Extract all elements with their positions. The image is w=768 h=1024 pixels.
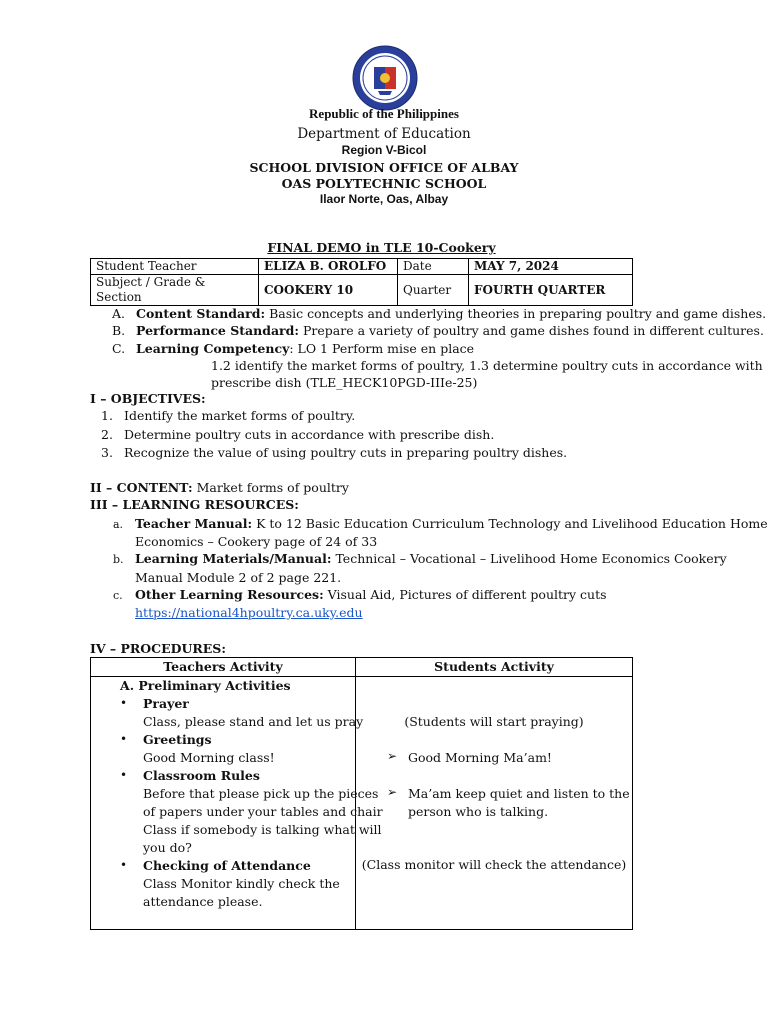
bullet-icon: • [120, 732, 128, 746]
region-heading: Region V-Bicol [341, 143, 427, 157]
arrow-bullet-icon: ➢ [387, 749, 398, 763]
attendance-line-2: attendance please. [143, 894, 263, 909]
bullet-icon: • [120, 768, 128, 782]
objective-item: 1. Identify the market forms of poultry. [101, 408, 356, 423]
label-student-teacher: Student Teacher [91, 259, 259, 275]
procedures-heading: IV – PROCEDURES: [90, 641, 226, 656]
republic-heading: Republic of the Philippines [309, 106, 459, 121]
greetings-text: Good Morning class! [143, 750, 275, 765]
table-row [91, 275, 633, 306]
school-heading: OAS POLYTECHNIC SCHOOL [281, 176, 487, 191]
arrow-bullet-icon: ➢ [387, 785, 398, 799]
rules-line-2: of papers under your tables and chair [143, 804, 383, 819]
prayer-text: Class, please stand and let us pray [143, 714, 364, 729]
content-standard: A. Content Standard: Basic concepts and underlying theories in preparing poultry and game dishes. [112, 306, 767, 321]
deped-seal-icon [352, 45, 418, 111]
students-activity-header: Students Activity [434, 659, 554, 674]
content-section: II – CONTENT: Market forms of poultry [90, 480, 349, 495]
students-attendance: (Class monitor will check the attendance) [361, 857, 627, 872]
rules-line-3: Class if somebody is talking what will [143, 822, 382, 837]
info-table [90, 258, 633, 306]
competency-line-3: prescribe dish (TLE_HECK10PGD-IIIe-25) [211, 375, 478, 390]
resource-teacher-manual-line-2: Economics – Cookery page of 24 of 33 [135, 534, 378, 549]
bullet-icon: • [120, 696, 128, 710]
rules-line-1: Before that please pick up the pieces [143, 786, 379, 801]
objectives-heading: I – OBJECTIVES: [90, 391, 206, 406]
value-student-teacher: ELIZA B. OROLFO [259, 259, 398, 275]
students-rules-line-2: person who is talking. [408, 804, 549, 819]
competency-line-2: 1.2 identify the market forms of poultry, 1.3 determine poultry cuts in accordance with [211, 358, 763, 373]
resource-learning-materials-line-2: Manual Module 2 of 2 page 221. [135, 570, 342, 585]
procedures-table [90, 657, 633, 930]
value-subject: COOKERY 10 [259, 275, 398, 306]
resource-learning-materials: b. Learning Materials/Manual: Technical – Vocational – Livelihood Home Economics Cookery [113, 551, 727, 566]
label-date: Date [398, 259, 469, 275]
objective-item: 2. Determine poultry cuts in accordance with prescribe dish. [101, 427, 495, 442]
value-quarter: FOURTH QUARTER [469, 275, 633, 306]
students-rules-line-1: Ma’am keep quiet and listen to the [408, 786, 630, 801]
learning-competency: C. Learning Competency: LO 1 Perform mise en place [112, 341, 475, 356]
teachers-activity-header: Teachers Activity [163, 659, 283, 674]
address-heading: Ilaor Norte, Oas, Albay [319, 192, 449, 206]
attendance-label: Checking of Attendance [143, 858, 311, 873]
greetings-label: Greetings [143, 732, 212, 747]
resources-heading: III – LEARNING RESOURCES: [90, 497, 299, 512]
prayer-label: Prayer [143, 696, 189, 711]
label-subject: Subject / Grade & Section [91, 275, 259, 306]
resource-link[interactable]: https://national4hpoultry.ca.uky.edu [135, 605, 363, 620]
students-prayer: (Students will start praying) [404, 714, 584, 729]
rules-line-4: you do? [143, 840, 192, 855]
division-heading: SCHOOL DIVISION OFFICE OF ALBAY [249, 160, 519, 175]
rules-label: Classroom Rules [143, 768, 260, 783]
bullet-icon: • [120, 858, 128, 872]
preliminary-activities: A. Preliminary Activities [120, 678, 291, 693]
performance-standard: B. Performance Standard: Prepare a variety of poultry and game dishes found in different cultures. [112, 323, 764, 338]
resource-teacher-manual: a. Teacher Manual: K to 12 Basic Education Curriculum Technology and Livelihood Education Home [113, 516, 768, 531]
table-row [91, 259, 633, 275]
students-greeting: Good Morning Ma’am! [408, 750, 552, 765]
resource-other: c. Other Learning Resources: Visual Aid, Pictures of different poultry cuts [113, 587, 607, 602]
document-title: FINAL DEMO in TLE 10-Cookery [267, 240, 496, 255]
attendance-line-1: Class Monitor kindly check the [143, 876, 340, 891]
label-quarter: Quarter [398, 275, 469, 306]
objective-item: 3. Recognize the value of using poultry cuts in preparing poultry dishes. [101, 445, 568, 460]
value-date: MAY 7, 2024 [469, 259, 633, 275]
department-heading: Department of Education [297, 126, 471, 142]
